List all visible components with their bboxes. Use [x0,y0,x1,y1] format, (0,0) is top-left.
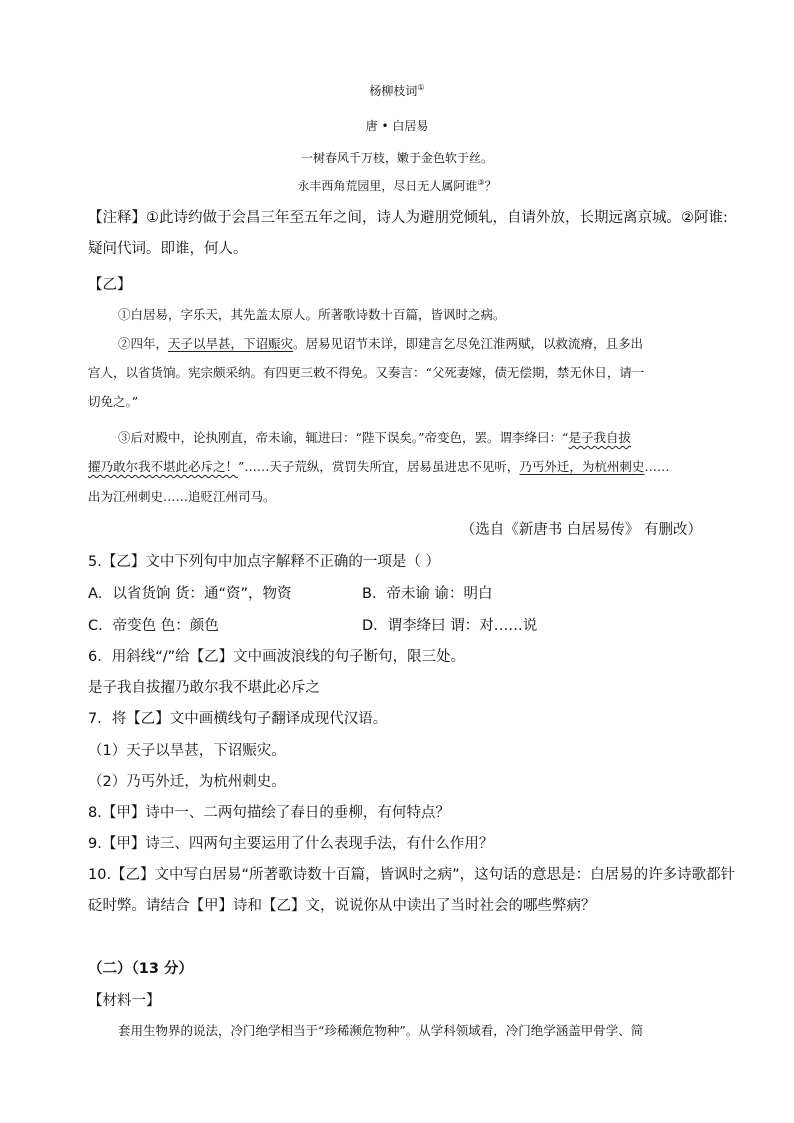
passage-p2-start: ②四年， [118,336,169,351]
question-7-item-2: （2）乃丐外迁，为杭州刺史。 [88,774,286,790]
question-7-item-1: （1）天子以旱甚，下诏赈灾。 [88,743,286,759]
question-6-sentence: 是子我自拔擢乃敢尔我不堪此必斥之 [88,680,320,696]
wavy-sentence-part-2: 擢乃敢尔我不堪此必斥之！ [88,459,239,474]
poem-title [0,82,794,99]
passage-p3-start: ③后对殿中，论执刚直，帝未谕，辄进曰：“陛下误矣。”帝变色，罢。谓李绛曰：“ [118,430,569,445]
poem-line-2-end: ？ [484,179,497,193]
passage-p2-line3: 切免之。” [88,394,139,409]
passage-p3-line2 [88,457,669,475]
question-7: 7．将【乙】文中画横线句子翻译成现代汉语。 [88,711,388,727]
poem-line-2-text: 永丰西角荒园里，尽日无人属阿谁 [297,179,478,193]
passage-p3-line3: 出为江州刺史……追贬江州司马。 [88,489,276,504]
passage-source: （选自《新唐书 白居易传》 有删改） [460,522,702,538]
passage-p2-line2: 宫人，以省货饷。宪宗颇采纳。有四更三敕不得免。又奏言：“父死妻嫁，债无偿期，禁无休日，请一 [88,365,645,380]
poem-title-note: ① [417,83,425,92]
passage-p3-ellipsis: …… [644,459,670,474]
passage-p1: ①白居易，字乐天，其先盖太原人。所著歌诗数十百篇，皆讽时之病。 [118,307,506,322]
passage-p3-middle: ”……天子荒纵，赏罚失所宜，居易虽进忠不见听， [238,459,520,474]
underlined-sentence-2: 乃丐外迁，为杭州刺史 [519,459,645,474]
poem-line-2-note: ③ [477,178,485,187]
question-6: 6．用斜线“/”给【乙】文中画波浪线的句子断句，限三处。 [88,649,466,665]
question-5-option-c: C．帝变色 色：颜色 [88,618,219,634]
material-1-line-1: 套用生物界的说法，冷门绝学相当于“珍稀濒危物种”。从学科领域看，冷门绝学涵盖甲骨学、简 [118,1023,644,1038]
poem-title-text: 杨柳枝词 [369,84,418,98]
question-5-option-d: D．谓李绛曰 谓：对……说 [362,618,538,634]
poem-author: 唐 • 白居易 [365,119,429,133]
question-10-line-2: 砭时弊。请结合【甲】诗和【乙】文，说说你从中读出了当时社会的哪些弊病？ [88,898,596,914]
poem-line-2 [0,177,794,194]
question-10-line-1: 10.【乙】文中写白居易“所著歌诗数十百篇，皆讽时之病”，这句话的意思是：白居易的许多诗歌都针 [88,867,736,883]
section-2-heading: （二）（13 分） [88,961,193,977]
question-5-option-b: B．帝未谕 谕：明白 [362,586,493,602]
yi-label: 【乙】 [88,277,132,293]
passage-p2-line1 [118,334,643,352]
wavy-sentence-part-1: 是子我自拔 [568,430,631,445]
passage-p3-line1 [118,428,631,446]
material-1-label: 【材料一】 [88,993,161,1009]
underlined-sentence-1: 天子以旱甚，下诏赈灾 [168,336,294,351]
passage-p2-rest: 。居易见诏节未详，即建言乞尽免江淮两赋，以救流瘠，且多出 [293,336,644,351]
question-8: 8.【甲】诗中一、二两句描绘了春日的垂柳，有何特点？ [88,805,450,821]
question-5: 5.【乙】文中下列句中加点字解释不正确的一项是（ ） [88,554,440,570]
poem-line-1: 一树春风千万枝，嫩于金色软于丝。 [300,151,493,165]
note-line-2: 疑问代词。即谁，何人。 [88,241,248,257]
question-5-option-a: A．以省货饷 货：通“资”，物资 [88,586,292,602]
question-9: 9.【甲】诗三、四两句主要运用了什么表现手法，有什么作用？ [88,836,494,852]
note-line-1: 【注释】①此诗约做于会昌三年至五年之间，诗人为避朋党倾轧，自请外放，长期远离京城。②阿谁: [88,210,728,226]
